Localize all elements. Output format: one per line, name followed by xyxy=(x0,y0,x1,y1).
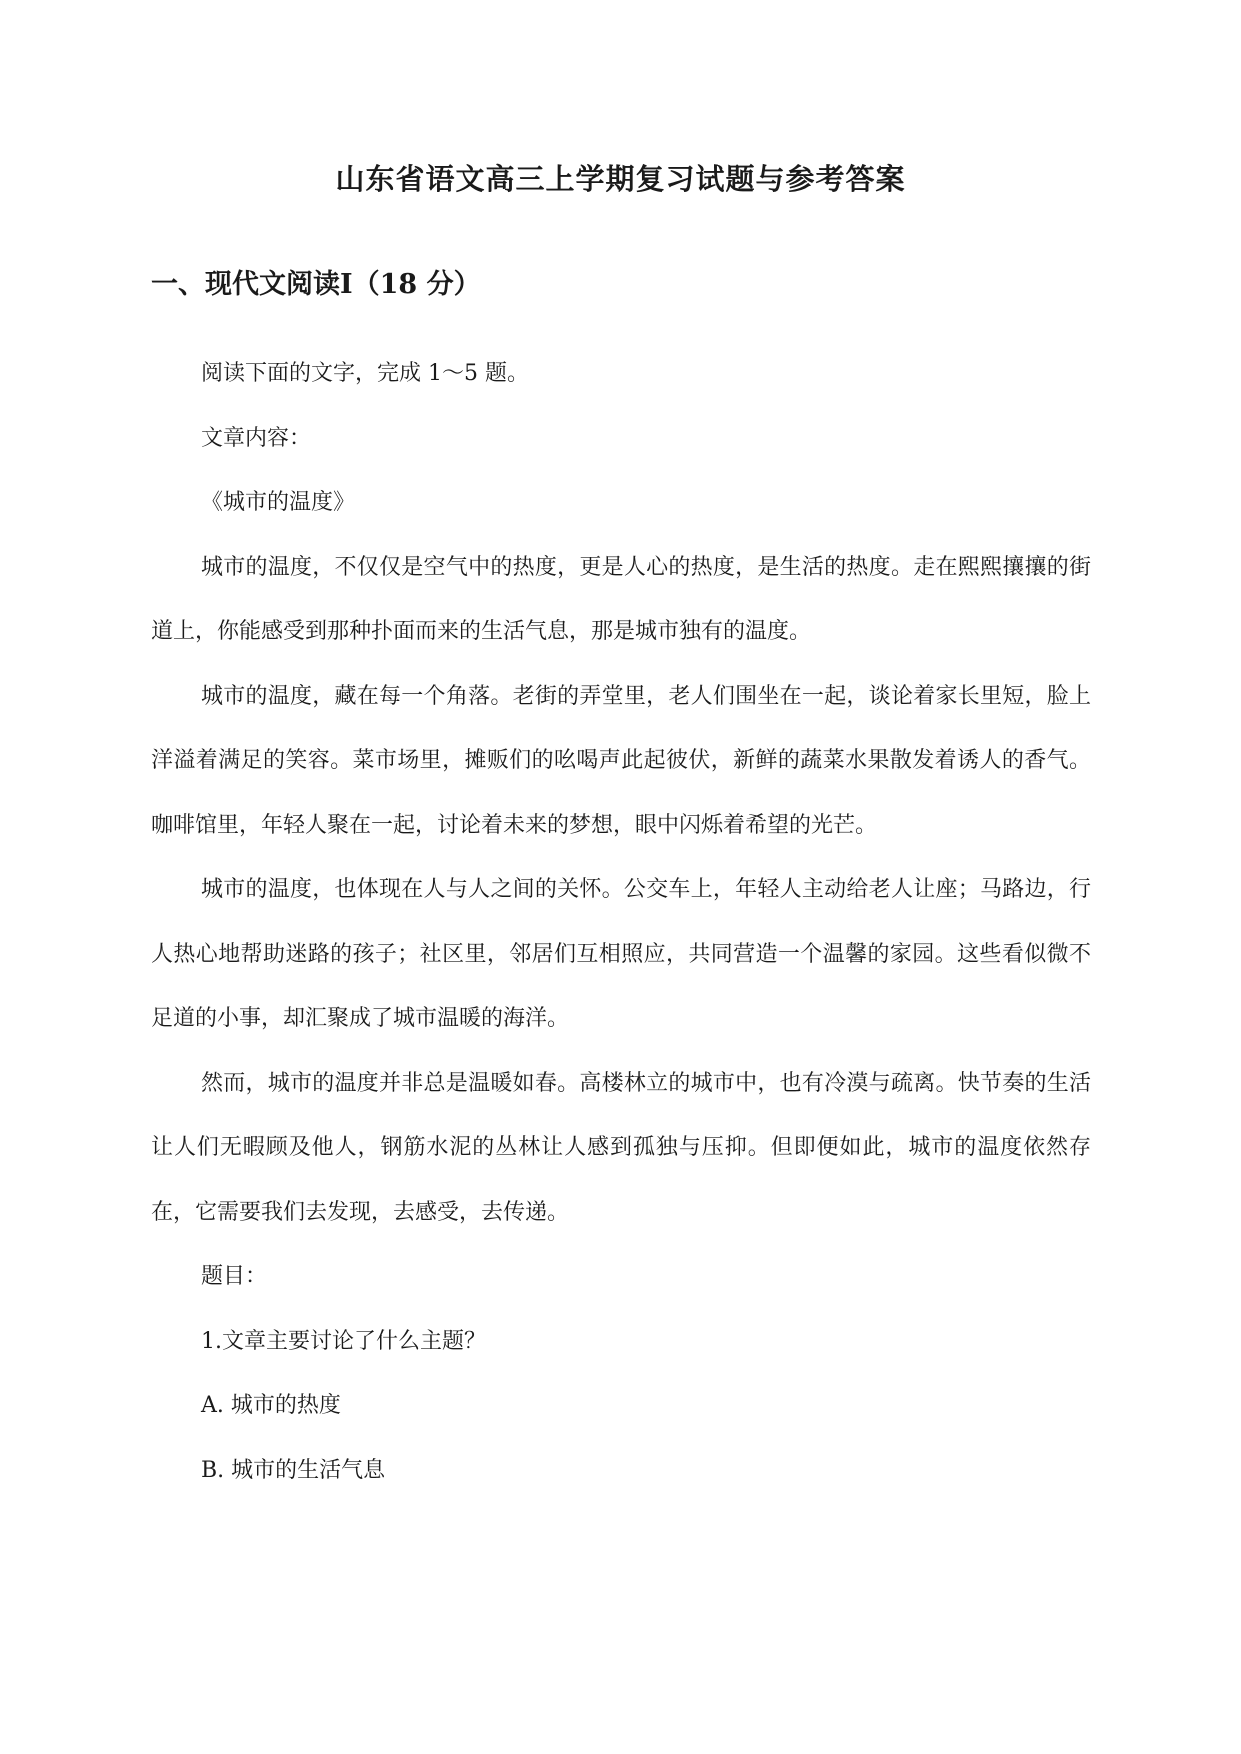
document-title: 山东省语文高三上学期复习试题与参考答案 xyxy=(335,162,906,196)
section-heading: 一、现代文阅读Ⅰ（18 分） xyxy=(151,269,481,300)
question-1-option-b: B. 城市的生活气息 xyxy=(201,1457,386,1483)
article-paragraph: 然而，城市的温度并非总是温暖如春。高楼林立的城市中，也有冷漠与疏离。快节奏的生活让人们无暇顾及他人，钢筋水泥的丛林让人感到孤独与压抑。但即便如此，城市的温度依然存在，它需要我们去发现，去感受，去传递。 xyxy=(151,1070,1091,1225)
question-1: 1.文章主要讨论了什么主题？ xyxy=(201,1328,486,1354)
question-1-option-a: A. 城市的热度 xyxy=(201,1393,341,1418)
article-label: 文章内容： xyxy=(201,425,312,451)
reading-instruction: 阅读下面的文字，完成 1～5 题。 xyxy=(201,361,529,386)
article-title: 《城市的温度》 xyxy=(201,490,356,515)
questions-label: 题目： xyxy=(201,1264,268,1289)
article-paragraph: 城市的温度，藏在每一个角落。老街的弄堂里，老人们围坐在一起，谈论着家长里短，脸上洋溢着满足的笑容。菜市场里，摊贩们的吆喝声此起彼伏，新鲜的蔬菜水果散发着诱人的香气。咖啡馆里，年轻人聚在一起，讨论着未来的梦想，眼中闪烁着希望的光芒。 xyxy=(151,683,1091,838)
article-paragraph: 城市的温度，也体现在人与人之间的关怀。公交车上，年轻人主动给老人让座；马路边，行人热心地帮助迷路的孩子；社区里，邻居们互相照应，共同营造一个温馨的家园。这些看似微不足道的小事，却汇聚成了城市温暖的海洋。 xyxy=(151,877,1091,1031)
article-paragraph: 城市的温度，不仅仅是空气中的热度，更是人心的热度，是生活的热度。走在熙熙攘攘的街道上，你能感受到那种扑面而来的生活气息，那是城市独有的温度。 xyxy=(151,554,1091,644)
document-body xyxy=(151,342,1091,1503)
